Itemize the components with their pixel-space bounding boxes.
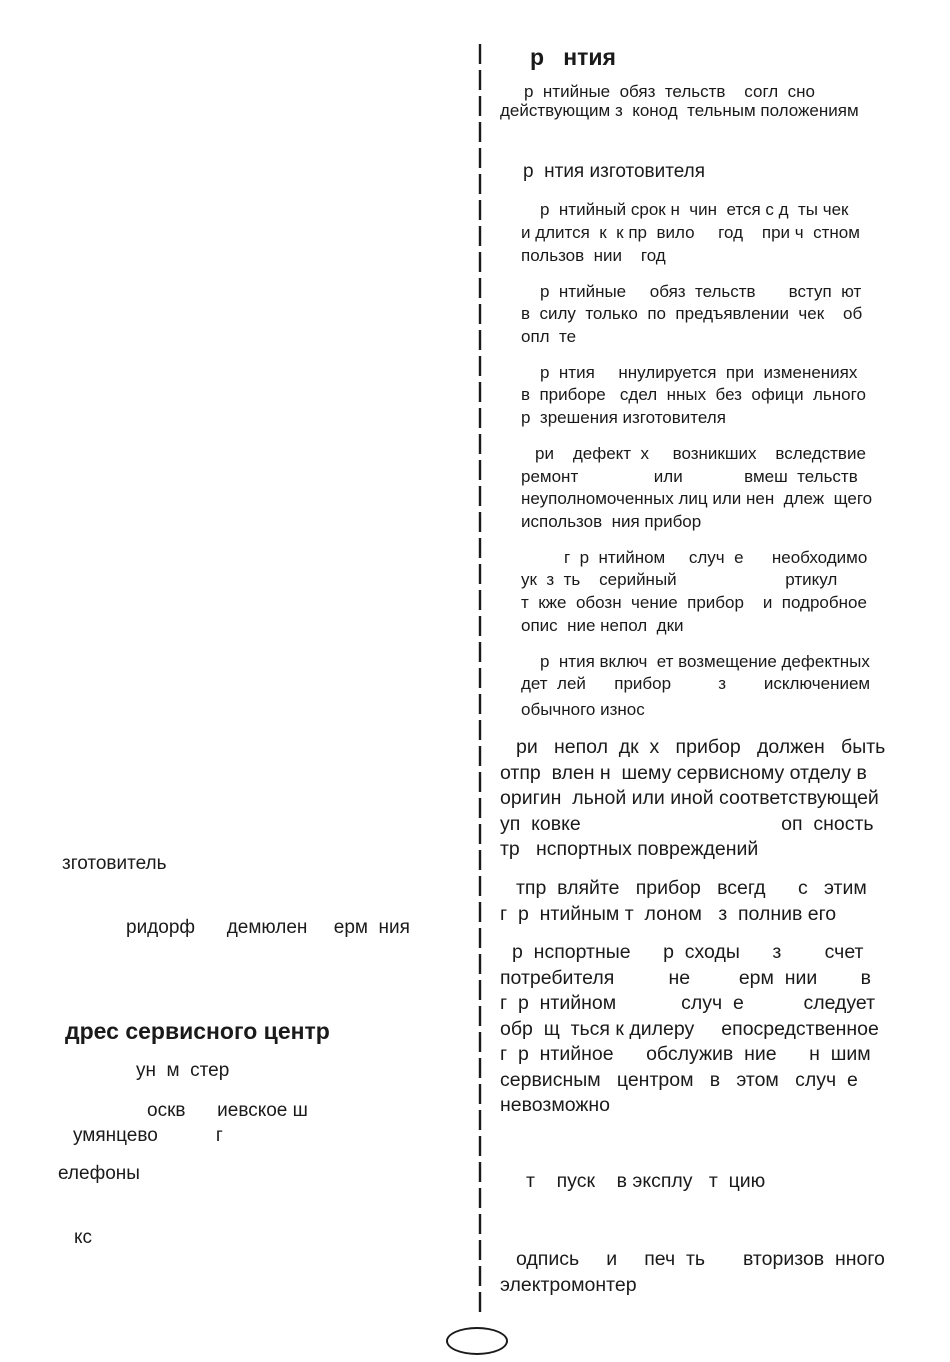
intro-line: р нтийные обяз тельств согл сно: [524, 82, 815, 101]
signature-line: электромонтер: [500, 1274, 637, 1296]
send-line: г р нтийным т лоном з полнив его: [500, 903, 837, 925]
paragraph-line: дет лей прибор з исключением: [521, 674, 871, 693]
paragraph-line: пользов нии год: [521, 246, 666, 265]
transport-line: г р нтийном случ е следует: [500, 992, 876, 1014]
transport-line: обр щ ться к дилеру епосредственное: [500, 1018, 879, 1040]
paragraph-line: в силу только по предъявлении чек об: [521, 304, 863, 323]
transport-line: г р нтийное обслужив ние н шим: [500, 1043, 871, 1065]
service-address-line2: умянцево г: [73, 1125, 223, 1146]
send-line: тпр вляйте прибор всегд с этим: [516, 877, 867, 899]
paragraph-line: неуполномоченных лиц или нен длеж щего: [521, 489, 873, 508]
paragraph-line: в приборе сдел нных без офици льного: [521, 385, 866, 404]
signature-line: одпись и печ ть вторизов нного: [516, 1248, 885, 1270]
paragraph-line: р нтийные обяз тельств вступ ют: [540, 282, 862, 301]
transport-line: невозможно: [500, 1094, 611, 1116]
paragraph-line: обычного износ: [521, 700, 645, 719]
page-number-oval: [446, 1327, 508, 1355]
service-center-heading: дрес сервисного центр: [65, 1018, 330, 1044]
transport-line: р нспортные р сходы з счет: [512, 941, 864, 963]
shipping-line: оригин льной или иной соответствующей: [500, 787, 879, 809]
paragraph-line: использов ния прибор: [521, 512, 702, 531]
paragraph-line: и длится к к пр вило год при ч стном: [521, 223, 860, 242]
cut-line-divider: [478, 44, 482, 1316]
service-name: ун м стер: [136, 1060, 230, 1081]
paragraph-line: р нтия ннулируется при изменениях: [540, 363, 858, 382]
fax-label: кс: [74, 1227, 93, 1248]
manufacturer-warranty-heading: р нтия изготовителя: [523, 161, 706, 182]
paragraph-line: р нтийный срок н чин ется с д ты чек: [540, 200, 849, 219]
shipping-line: отпр влен н шему сервисному отделу в: [500, 762, 867, 784]
paragraph-line: ук з ть серийный ртикул: [521, 570, 838, 589]
paragraph-line: ремонт или вмеш тельств: [521, 467, 858, 486]
service-address-line1: оскв иевское ш: [147, 1100, 308, 1121]
shipping-line: тр нспортных повреждений: [500, 838, 759, 860]
commissioning-label: т пуск в эксплу т цию: [526, 1170, 766, 1192]
shipping-line: ри непол дк х прибор должен быть: [516, 736, 886, 758]
paragraph-line: т кже обозн чение прибор и подробное: [521, 593, 867, 612]
transport-line: потребителя не ерм нии в: [500, 967, 872, 989]
intro-line: действующим з конод тельным положениям: [500, 101, 859, 120]
warranty-title: р нтия: [530, 44, 616, 70]
manufacturer-value: ридорф демюлен ерм ния: [126, 917, 410, 938]
paragraph-line: р зрешения изготовителя: [521, 408, 726, 427]
paragraph-line: ри дефект х возникших вследствие: [535, 444, 866, 463]
paragraph-line: опл те: [521, 327, 577, 346]
paragraph-line: р нтия включ ет возмещение дефектных: [540, 652, 870, 671]
manufacturer-label: зготовитель: [62, 853, 167, 874]
paragraph-line: г р нтийном случ е необходимо: [564, 548, 868, 567]
phones-label: елефоны: [58, 1163, 140, 1184]
paragraph-line: опис ние непол дки: [521, 616, 684, 635]
transport-line: сервисным центром в этом случ е: [500, 1069, 858, 1091]
shipping-line: уп ковке оп сность: [500, 813, 874, 835]
